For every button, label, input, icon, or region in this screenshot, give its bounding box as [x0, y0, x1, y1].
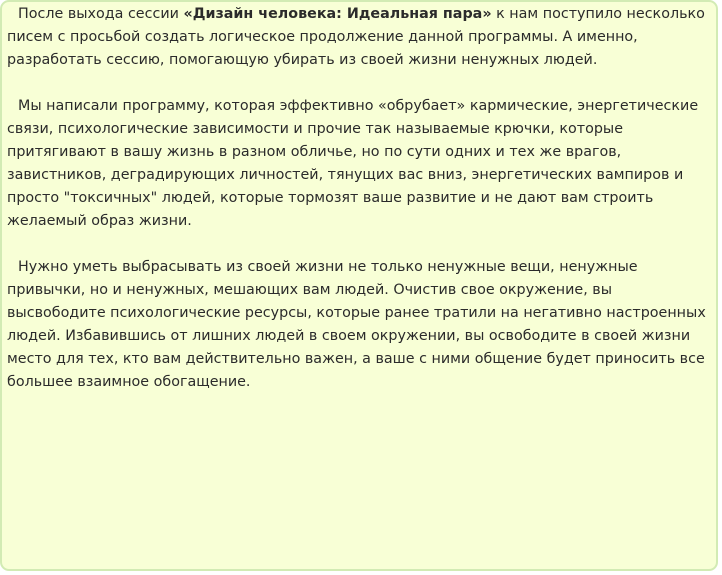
description-text: [2, 2, 716, 394]
paragraph-2: Мы написали программу, которая эффективно «обрубает» кармические, энергетические связи, психологические зависимости и прочие так называемые крючки, которые притягивают в вашу жизнь в разном обличье, но по сути одних и тех же врагов, завистников, деградирующих личностей, тянущих вас вниз, энергетических вампиров и просто "токсичных" людей, которые тормозят ваше развитие и не дают вам строить желаемый образ жизни.: [7, 98, 699, 229]
paragraph-1-rest: к нам поступило несколько писем с просьбой создать логическое продолжение данной программы. А именно, разработать сессию, помогающую убирать из своей жизни ненужных людей.: [7, 6, 705, 68]
paragraph-3: Нужно уметь выбрасывать из своей жизни не только ненужные вещи, ненужные привычки, но и ненужных, мешающих вам людей. Очистив свое окружение, вы высвободите психологические ресурсы, которые ранее тратили на негативно настроенных людей. Избавившись от лишних людей в своем окружении, вы освободите в своей жизни место для тех, кто вам действительно важен, а ваше с ними общение будет приносить все большее взаимное обогащение.: [7, 259, 706, 390]
paragraph-1-intro: После выхода сессии: [18, 6, 184, 22]
session-title: «Дизайн человека: Идеальная пара»: [183, 6, 492, 22]
paragraph-1: [7, 3, 714, 72]
